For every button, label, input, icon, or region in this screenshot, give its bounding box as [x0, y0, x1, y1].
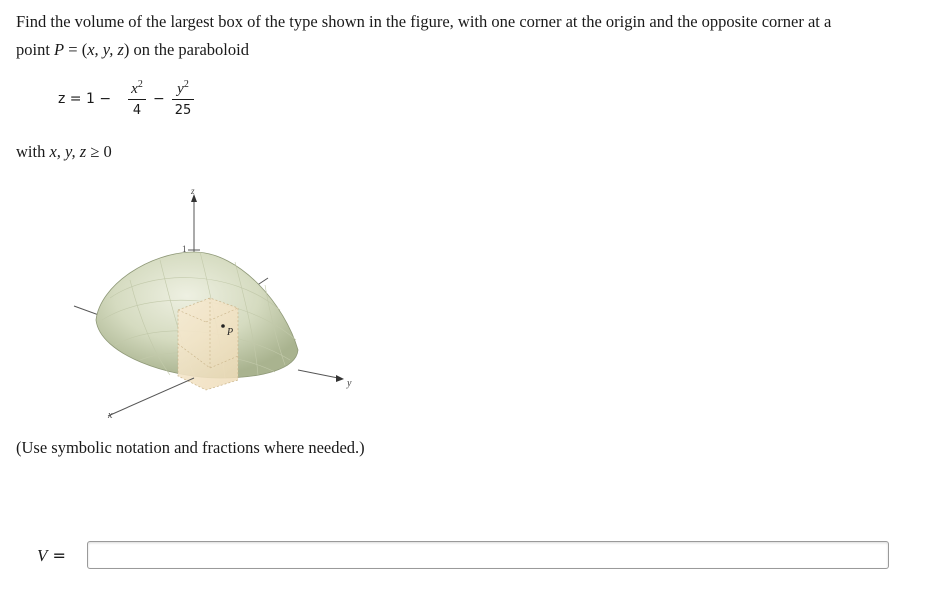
problem-line-2: point P = (x, y, z) on the paraboloid — [16, 40, 249, 59]
fraction-y2-over-25: $y^2$ 25 — [172, 76, 194, 120]
x-axis-line — [108, 378, 194, 416]
x-axis-label: x — [108, 410, 113, 421]
equation-lhs: z = 1 − — [58, 91, 112, 107]
problem-line-1: Find the volume of the largest box of the type shown in the figure, with one corner at the origin and the opposite corner at a — [16, 12, 832, 31]
z-tick-label: 1 — [182, 244, 187, 254]
point-p-label: P — [227, 327, 234, 338]
paraboloid-box-diagram — [60, 180, 360, 425]
point-variable: P — [54, 40, 65, 59]
point-p-marker — [221, 324, 225, 328]
answer-label: V = — [37, 546, 66, 565]
instruction-note: (Use symbolic notation and fractions where needed.) — [16, 438, 365, 457]
y-axis-line — [298, 370, 338, 378]
paraboloid-figure — [60, 180, 360, 425]
z-axis-label: z — [191, 186, 195, 196]
problem-statement — [16, 8, 926, 64]
y-axis-label: y — [347, 378, 352, 389]
fraction-x2-over-4: $x^2$ 4 — [128, 76, 146, 120]
volume-answer-input[interactable] — [87, 541, 889, 569]
equation-minus: − — [153, 91, 165, 107]
y-axis-arrow — [336, 375, 344, 382]
condition-text: with x, y, z ≥ 0 — [16, 142, 112, 161]
point-coords: x, y, z — [87, 40, 124, 59]
